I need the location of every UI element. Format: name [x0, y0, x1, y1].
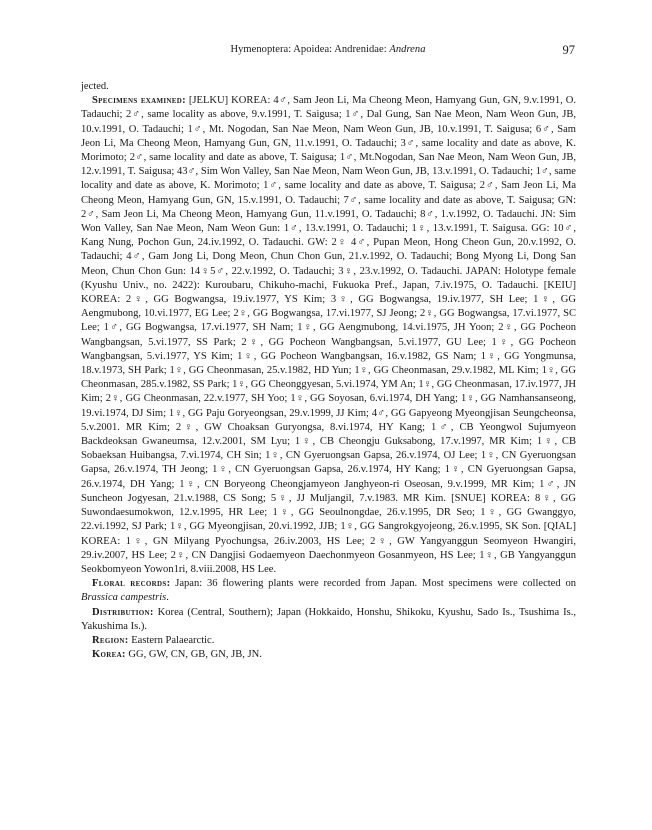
korea-paragraph	[81, 648, 576, 662]
body-text	[81, 80, 576, 662]
distribution-label: Distribution:	[92, 606, 154, 618]
running-head-genus: Andrena	[389, 44, 426, 55]
region-paragraph	[81, 634, 576, 648]
distribution-text: Korea (Central, Southern); Japan (Hokkaido, Honshu, Shikoku, Kyushu, Sado Is., Tsushima Is., Yakushima Is.).	[81, 606, 576, 632]
region-text: Eastern Palaearctic.	[128, 634, 215, 646]
floral-records-label: Floral records:	[92, 578, 171, 590]
specimens-examined-label: Specimens examined:	[92, 95, 186, 107]
page-number: 97	[562, 43, 575, 57]
floral-records-text: Japan: 36 flowering plants were recorded from Japan. Most specimens were collected on	[170, 578, 577, 590]
specimens-examined-paragraph	[81, 94, 576, 577]
page-header	[81, 44, 575, 60]
running-head	[81, 44, 575, 55]
specimens-examined-text: [JELKU] KOREA: 4♂, Sam Jeon Li, Ma Cheong Meon, Hamyang Gun, GN, 9.v.1991, O. Tadauchi; 2♂, same locality as above, 9.v.1991, T. Saigusa; 1♂, Dal Gung, San Nae Meon, Nam Weon Gun, JB, 10.v.1991, O. Tadauchi; 1♂, Mt. Nogodan, San Nae Meon, Nam Weon Gun, JB, 10.v.1991, T. Saigusa; 6♂, Sam Jeon Li, Ma Cheong Meon, Hamyang Gun, GN, 11.v.1991, O. Tadauchi; 3♂, same locality and date as above, K. Morimoto; 2♂, same locality and date as above, T. Saigusa; 1♂, Mt.Nogodan, San Nae Meon, Nam Weon Gun, JB, 12.v.1991, T. Saigusa; 43♂, Sim Won Valley, San Nae Meon, Nam Weon Gun, JB, 13.v.1991, O. Tadauchi; 1♂, same locality and date as above, K. Morimoto; 1♂, same locality and date as above, T. Saigusa; 2♂, Sam Jeon Li, Ma Cheong Meon, Hamyang Gun, GN, 15.v.1991, O. Tadauchi; 7♂, same locality and date as above, T. Saigusa; GN: 2♂, Sam Jeon Li, Ma Cheong Meon, Hamyang Gun, 11.v.1991, O. Tadauchi; 8♂, 1.v.1992, O. Tadauchi. JN: Sim Won Valley, San Nae Meon, Nam Weon Gun: 1♂, 13.v.1991, O. Tadauchi; 1♀, 13.v.1991, T. Saigusa. GG: 10♂, Kang Nung, Pochon Gun, 24.iv.1992, O. Tadauchi. GW: 2♀ 4♂, Pupan Meon, Hong Cheon Gun, 20.v.1992, O. Tadauchi; 4♂, Gam Jong Li, Dong Meon, Chun Chon Gun, 21.v.1992, O. Tadauchi; Bong Myong Li, Dong San Meon, Chun Chon Gun: 14♀5♂, 22.v.1992, O. Tadauchi; 3♀, 23.v.1992, O. Tadauchi. JAPAN: Holotype female (Kyushu Univ., no. 2422): Kuroubaru, Chikuho-machi, Fukuoka Pref., Japan, 7.iv.1975, O. Tadauchi. [KEIU] KOREA: 2♀, GG Bogwangsa, 19.iv.1977, YS Kim; 3♀, GG Bogwangsa, 19.iv.1977, SH Lee; 1♀, GG Aengmubong, 10.vi.1977, EG Lee; 2♀, GG Bogwangsa, 17.vi.1977, SJ Jeong; 2♀, GG Bogwangsa, 17.vi.1977, SC Lee; 1♂, GG Bogwangsa, 17.vi.1977, SH Nam; 1♀, GG Aengmubong, 14.vi.1975, JH Yoon; 2♀, GG Pocheon Wangbangsan, 5.vi.1977, SS Park; 2♀, GG Pocheon Wangbangsan, 5.vi.1977, GU Lee; 1♀, GG Pocheon Wangbangsan, 5.vi.1977, YS Kim; 1♀, GG Pocheon Wangbangsan, 16.v.1982, GS Nam; 1♀, GG Yongmunsa, 18.v.1973, SH Park; 1♀, GG Cheonmasan, 25.v.1982, HD Yun; 1♀, GG Cheonmasan, 29.v.1982, ML Kim; 1♀, GG Cheonmasan, 285.v.1982, SS Park; 1♀, GG Cheonggyesan, 5.vi.1974, YM An; 1♀, GG Cheonmasan, 17.iv.1977, JH Kim; 2♀, GG Cheonmasan, 22.v.1977, SH Yoo; 1♀, GG Soyosan, 6.vi.1974, DH Yang; 1♀, GG Namhansanseong, 19.vi.1974, DJ Sim; 1♀, GG Paju Goryeongsan, 29.v.1999, JJ Kim; 4♂, GG Gapyeong Myeongjisan Seungcheonsa, 5.v.2001. MR Kim; 2♀, GW Choaksan Guryongsa, 8.vi.1974, HY Kang; 1♂, CB Yeongwol Sujumyeon Backdeoksan Gwaneumsa, 12.v.2001, SM Lyu; 1♀, CB Cheongju Guksabong, 17.v.1997, MR Kim; 1♀, CB Sobaeksan Huibangsa, 7.vi.1974, CH Sin; 1♀, CN Gyeruongsan Gapsa, 26.v.1974, OJ Lee; 1♀, CN Gyeruongsan Gapsa, 26.v.1974, TH Jeong; 1♀, CN Gyeruongsan Gapsa, 26.v.1974, HY Kang; 1♀, CN Gyeruongsan Gapsa, 26.v.1974, DH Yang; 1♀, CN Boryeong Cheongjamyeon Janghyeon-ri Oseosan, 9.v.1999, MR Kim; 1♂, JN Suncheon Jogyesan, 21.v.1988, CS Song; 5♀, JJ Muljangil, 7.v.1983. MR Kim. [SNUE] KOREA: 8♀, GG Suwondaesumokwon, 12.v.1995, HR Lee; 1♀, GG Seoulnongdae, 26.v.1995, DR Seo; 1♀, GG Gwanggyo, 22.vi.1992, SJ Park; 1♀, GG Myeongjisan, 20.vi.1992, JJB; 1♀, GG Sangrokgyojeong, 26.v.1995, SK Son. [QIAL] KOREA: 1♀, GN Milyang Pyochungsa, 26.iv.2003, HS Lee; 2♀, GW Yangyanggun Seomyeon Hwangiri, 29.iv.2007, HS Lee; 2♀, CN Dangjisi Godaemyeon Daechonmyeon Gosanmyeon, HS Lee; 1♀, GB Yangyanggun Seokbomyeon Yowon1ri, 8.viii.2008, HS Lee.	[81, 95, 576, 575]
korea-text: GG, GW, CN, GB, GN, JB, JN.	[125, 649, 262, 661]
region-label: Region:	[92, 634, 129, 646]
korea-label: Korea:	[92, 649, 126, 661]
distribution-paragraph	[81, 606, 576, 634]
running-head-taxonomy: Hymenoptera: Apoidea: Andrenidae:	[230, 44, 390, 55]
floral-records-end: .	[166, 592, 169, 604]
continuation-line: jected.	[81, 81, 109, 92]
floral-records-paragraph	[81, 577, 576, 605]
floral-records-species: Brassica campestris	[81, 592, 167, 604]
